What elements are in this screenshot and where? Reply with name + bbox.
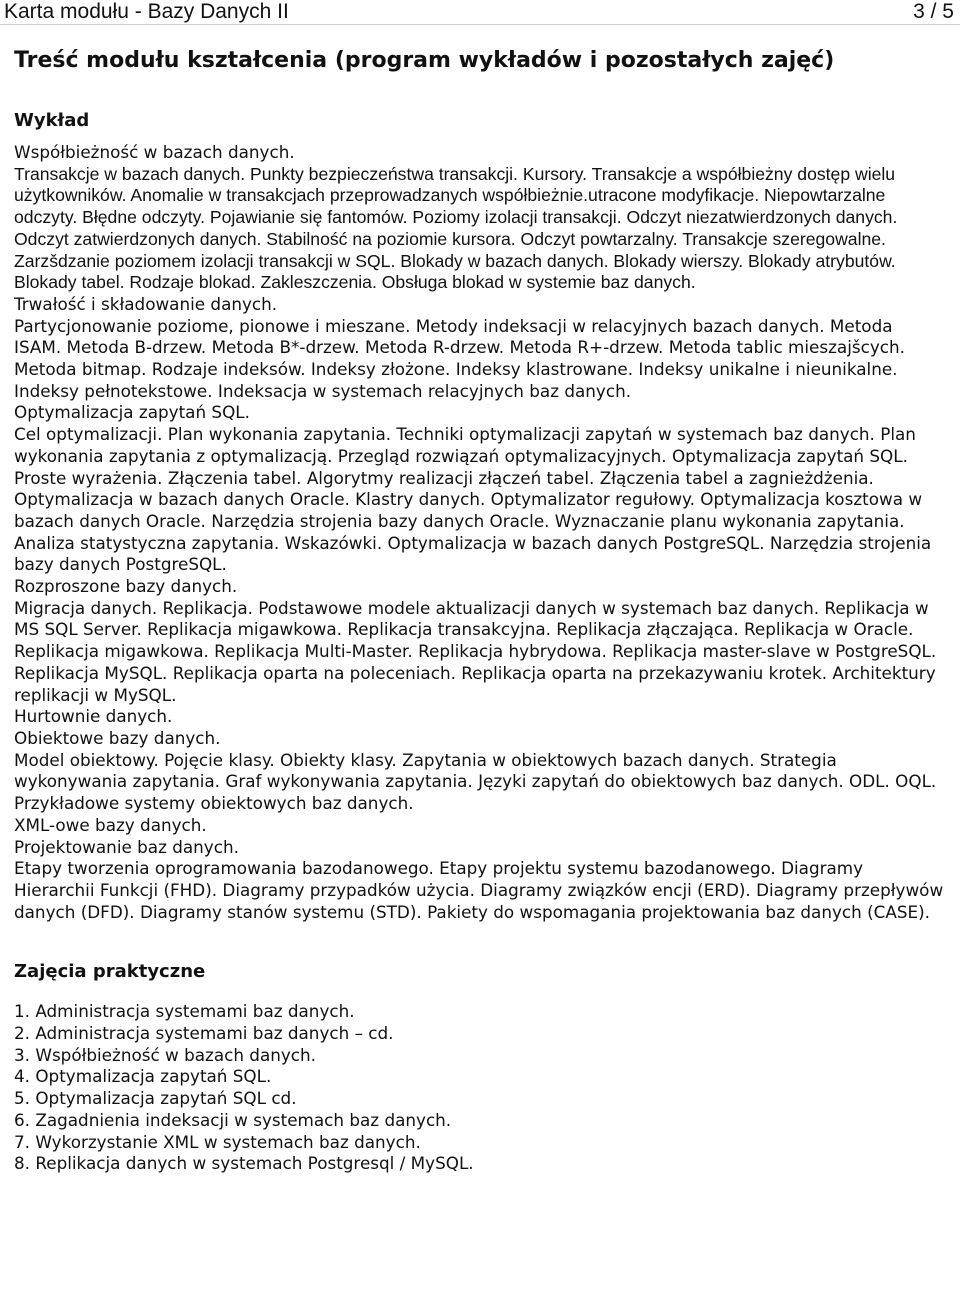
lecture-paragraph: Model obiektowy. Pojęcie klasy. Obiekty klasy. Zapytania w obiektowych bazach danych. Strategia wykonywania zapytania. Graf wykonywania zapytania. Języki zapytań do obiektowych baz danych. ODL. OQL. Przykładowe systemy obiektowych baz danych.: [14, 749, 937, 814]
practical-list: [14, 1001, 944, 1175]
document-title: Karta modułu - Bazy Danych II: [4, 0, 289, 23]
page-title: Treść modułu kształcenia (program wykładów i pozostałych zajęć): [14, 48, 835, 73]
lecture-heading: Wykład: [14, 110, 90, 131]
lecture-paragraph: Projektowanie baz danych.: [14, 836, 239, 857]
lecture-paragraph: Obiektowe bazy danych.: [14, 727, 221, 748]
lecture-paragraph: Partycjonowanie poziome, pionowe i mieszane. Metody indeksacji w relacyjnych bazach danych. Metoda ISAM. Metoda B-drzew. Metoda B*-drzew. Metoda R-drzew. Metoda R+-drzew. Metoda tablic mieszajšcych. Metoda bitmap. Rodzaje indeksów. Indeksy złożone. Indeksy klastrowane. Indeksy unikalne i nieunikalne. Indeksy pełnotekstowe. Indeksacja w systemach relacyjnych baz danych.: [14, 315, 905, 401]
lecture-paragraph: Trwałość i składowanie danych.: [14, 293, 278, 314]
lecture-paragraph: Hurtownie danych.: [14, 706, 173, 727]
lecture-paragraph: Rozproszone bazy danych.: [14, 576, 238, 597]
practical-heading: Zajęcia praktyczne: [14, 961, 206, 983]
lecture-content: [14, 142, 944, 923]
lecture-paragraph: Cel optymalizacji. Plan wykonania zapytania. Techniki optymalizacji zapytań w systemach baz danych. Plan wykonania zapytania z optymalizacją. Przegląd rozwiązań optymalizacyjnych. Optymalizacja zapytań SQL. Proste wyrażenia. Złączenia tabel. Algorytmy realizacji złączeń tabel. Złączenia tabel a zagnieżdżenia. Optymalizacja w bazach danych Oracle. Klastry danych. Optymalizator regułowy. Optymalizacja kosztowa w bazach danych Oracle. Narzędzia strojenia bazy danych Oracle. Wyznaczanie planu wykonania zapytania. Analiza statystyczna zapytania. Wskazówki. Optymalizacja w bazach danych PostgreSQL. Narzędzia strojenia bazy danych PostgreSQL.: [14, 424, 932, 575]
list-item: 7. Wykorzystanie XML w systemach baz danych.: [14, 1131, 421, 1152]
list-item: 2. Administracja systemami baz danych – cd.: [14, 1023, 394, 1044]
list-item: 1. Administracja systemami baz danych.: [14, 1001, 355, 1022]
list-item: 8. Replikacja danych w systemach Postgresql / MySQL.: [14, 1153, 474, 1174]
list-item: 3. Współbieżność w bazach danych.: [14, 1044, 317, 1065]
lecture-paragraph: Optymalizacja zapytań SQL.: [14, 402, 250, 423]
page-header: [0, 0, 960, 25]
lecture-paragraph: XML-owe bazy danych.: [14, 814, 207, 835]
lecture-paragraph: Etapy tworzenia oprogramowania bazodanowego. Etapy projektu systemu bazodanowego. Diagramy Hierarchii Funkcji (FHD). Diagramy przypadków użycia. Diagramy związków encji (ERD). Diagramy przepływów danych (DFD). Diagramy stanów systemu (STD). Pakiety do wspomagania projektowania baz danych (CASE).: [14, 858, 944, 922]
lecture-paragraph: Transakcje w bazach danych. Punkty bezpieczeństwa transakcji. Kursory. Transakcje a współbieżny dostęp wielu użytkowników. Anomalie w transakcjach przeprowadzanych współbieżnie.utracone modyfikacje. Niepowtarzalne odczyty. Błędne odczyty. Pojawianie się fantomów. Poziomy izolacji transakcji. Odczyt niezatwierdzonych danych. Odczyt zatwierdzonych danych. Stabilność na poziomie kursora. Odczyt powtarzalny. Transakcje szeregowalne. Zarzšdzanie poziomem izolacji transakcji w SQL. Blokady w bazach danych. Blokady wierszy. Blokady atrybutów. Blokady tabel. Rodzaje blokad. Zakleszczenia. Obsługa blokad w systemie baz danych.: [14, 163, 898, 293]
lecture-paragraph: Współbieżność w bazach danych.: [14, 142, 295, 162]
list-item: 4. Optymalizacja zapytań SQL.: [14, 1066, 272, 1087]
list-item: 5. Optymalizacja zapytań SQL cd.: [14, 1088, 297, 1109]
page-indicator: 3 / 5: [913, 0, 954, 23]
lecture-paragraph: Migracja danych. Replikacja. Podstawowe modele aktualizacji danych w systemach baz danych. Replikacja w MS SQL Server. Replikacja migawkowa. Replikacja transakcyjna. Replikacja złączająca. Replikacja w Oracle. Replikacja migawkowa. Replikacja Multi-Master. Replikacja hybrydowa. Replikacja master-slave w PostgreSQL. Replikacja MySQL. Replikacja oparta na poleceniach. Replikacja oparta na przekazywaniu krotek. Architektury replikacji w MySQL.: [14, 597, 937, 705]
list-item: 6. Zagadnienia indeksacji w systemach baz danych.: [14, 1109, 452, 1130]
module-content: [14, 44, 944, 1175]
